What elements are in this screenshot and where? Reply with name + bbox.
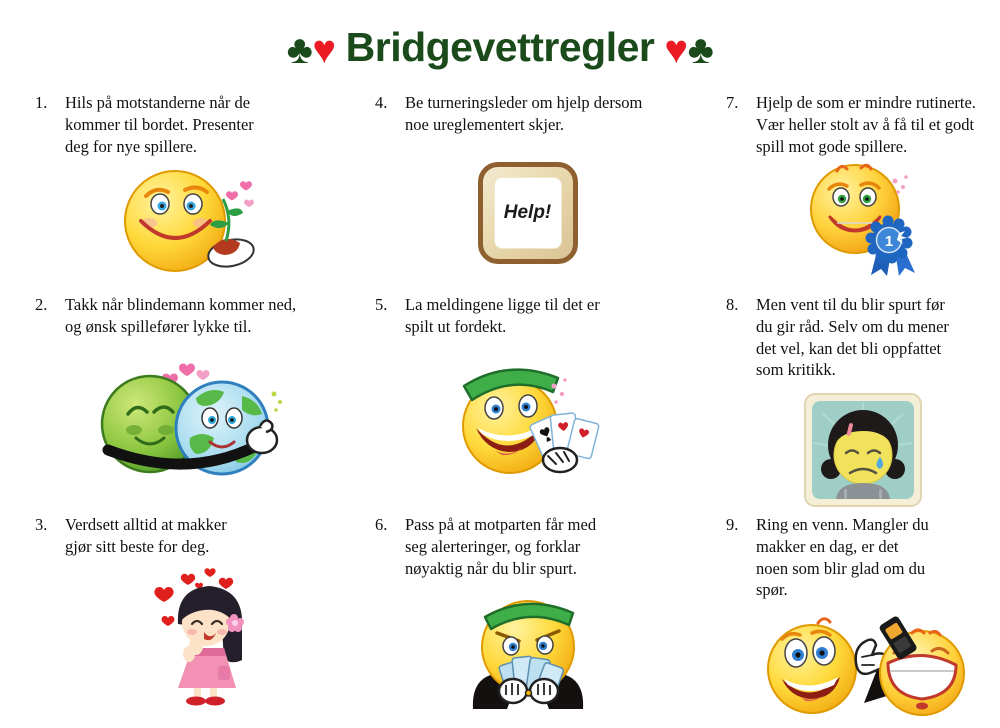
rule-text: Be turneringsleder om hjelp dersom noe ureglementert skjer.	[405, 93, 643, 134]
rule-item-9	[680, 514, 1000, 728]
help-key-illustration	[478, 162, 578, 264]
globes-hugging-illustration	[92, 354, 288, 491]
rule-text: Ring en venn. Mangler du makker en dag, er det noen som blir glad om du spør.	[756, 515, 929, 600]
poker-face-smiley-with-cards-icon	[463, 589, 593, 709]
rule-number: 7.	[726, 93, 739, 112]
rule-number: 3.	[35, 515, 48, 534]
smiley-with-first-prize-ribbon-icon	[803, 159, 923, 277]
rule-item-8	[680, 294, 1000, 514]
rule-item-7	[680, 92, 1000, 294]
rule-item-6	[345, 514, 680, 728]
rule-text: Takk når blindemann kommer ned, og ønsk spillefører lykke til.	[65, 295, 297, 336]
rule-number: 9.	[726, 515, 739, 534]
award-smiley-illustration	[803, 159, 923, 282]
rule-number: 4.	[375, 93, 388, 112]
rule-8-text-row	[726, 294, 952, 381]
rule-item-1	[0, 92, 345, 294]
girl-with-hearts-illustration	[144, 566, 264, 713]
sad-girl-illustration	[804, 393, 922, 512]
rule-number: 5.	[375, 295, 388, 314]
rule-text: Pass på at motparten får med seg alerteringer, og forklar nøyaktig når du blir spurt.	[405, 515, 597, 578]
rule-2-text-row	[35, 294, 307, 338]
laughing-smiley	[878, 615, 964, 715]
award-ribbon	[866, 216, 916, 277]
sad-girl-with-tear-icon	[804, 393, 922, 507]
help-key-face	[495, 178, 561, 248]
rule-1-text-row	[35, 92, 280, 157]
rule-number: 1.	[35, 93, 48, 112]
heart-icon: ♥	[312, 27, 336, 72]
club-icon: ♣	[687, 27, 714, 72]
club-icon: ♣	[286, 27, 313, 72]
title-text: Bridgevettregler	[345, 23, 655, 70]
rule-3-text-row	[35, 514, 257, 558]
help-key-label: Help!	[503, 201, 552, 223]
rule-7-text-row	[726, 92, 998, 157]
rule-text: La meldingene ligge til det er spilt ut fordekt.	[405, 295, 600, 336]
green-face-hugging-globe-icon	[92, 354, 288, 486]
poster-header	[0, 0, 1000, 92]
rule-number: 2.	[35, 295, 48, 314]
calling-smiley	[768, 619, 856, 713]
poker-face-illustration	[463, 589, 593, 714]
rule-item-3	[0, 514, 345, 728]
smiley-offering-flower-illustration	[119, 161, 261, 278]
phone-call-illustration	[760, 607, 966, 722]
page-title	[287, 24, 714, 73]
rule-5-text-row	[375, 294, 620, 338]
award-badge-number: 1	[884, 233, 894, 251]
rule-item-4	[345, 92, 680, 294]
smiley-showing-cards-icon	[450, 360, 606, 484]
grateful-girl-with-hearts-icon	[144, 566, 264, 708]
rule-item-2	[0, 294, 345, 514]
rules-grid	[0, 92, 1000, 728]
rule-6-text-row	[375, 514, 620, 579]
rule-text: Men vent til du blir spurt før du gir råd. Selv om du mener det vel, kan det bli oppfattet som kritikk.	[756, 295, 949, 380]
rule-9-text-row	[726, 514, 934, 601]
smiley-offering-flower-icon	[119, 161, 261, 273]
smiley-showing-cards-illustration	[450, 360, 606, 489]
rule-number: 6.	[375, 515, 388, 534]
rule-item-5	[345, 294, 680, 514]
rule-text: Hjelp de som er mindre rutinerte. Vær heller stolt av å få til et godt spill mot gode spillere.	[756, 93, 976, 156]
rule-text: Hils på motstanderne når de kommer til bordet. Presenter deg for nye spillere.	[65, 93, 254, 156]
rule-number: 8.	[726, 295, 739, 314]
rule-4-text-row	[375, 92, 643, 136]
heart-icon: ♥	[664, 27, 688, 72]
smileys-phone-call-icon	[760, 607, 966, 717]
rule-text: Verdsett alltid at makker gjør sitt beste for deg.	[65, 515, 227, 556]
help-keyboard-key-icon	[478, 162, 578, 264]
